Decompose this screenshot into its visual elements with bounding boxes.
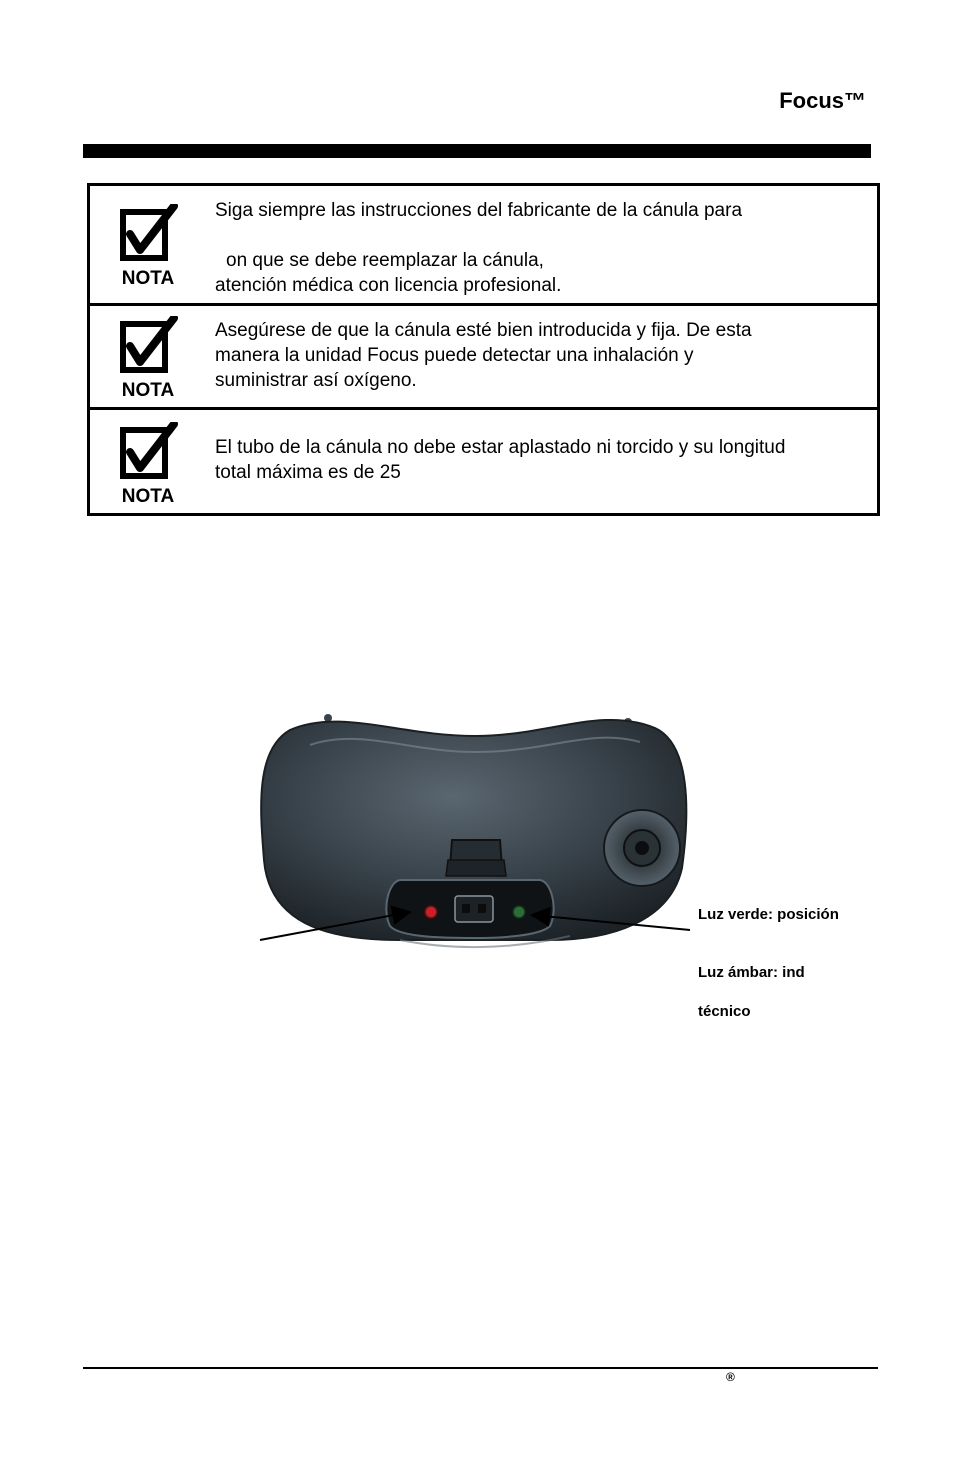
- note-line: Siga siempre las instrucciones del fabricante de la cánula para: [215, 200, 743, 221]
- page-title: Focus™: [779, 88, 866, 113]
- note-line: on que se debe reemplazar la cánula,: [226, 250, 544, 271]
- note-line: El tubo de la cánula no debe estar aplastado ni torcido y su longitud: [215, 437, 786, 458]
- note-line: suministrar así oxígeno.: [215, 370, 417, 391]
- figure-label: Luz verde: posición: [698, 906, 839, 923]
- arrow-left: [260, 912, 410, 940]
- nota-label: NOTA: [121, 486, 175, 504]
- nota-label: NOTA: [121, 268, 175, 286]
- note-line: manera la unidad Focus puede detectar una inhalación y: [215, 345, 694, 366]
- nota-label: NOTA: [121, 380, 175, 398]
- registered-mark: ®: [726, 1370, 735, 1384]
- note-line: atención médica con licencia profesional.: [215, 275, 562, 296]
- footer-rule: [83, 1367, 878, 1369]
- figure-label: técnico: [698, 1003, 751, 1020]
- note-line: total máxima es de 25: [215, 462, 401, 483]
- arrow-right: [532, 915, 690, 930]
- figure-label: Luz ámbar: ind: [698, 964, 805, 981]
- note-line: Asegúrese de que la cánula esté bien introducida y fija. De esta: [215, 320, 752, 341]
